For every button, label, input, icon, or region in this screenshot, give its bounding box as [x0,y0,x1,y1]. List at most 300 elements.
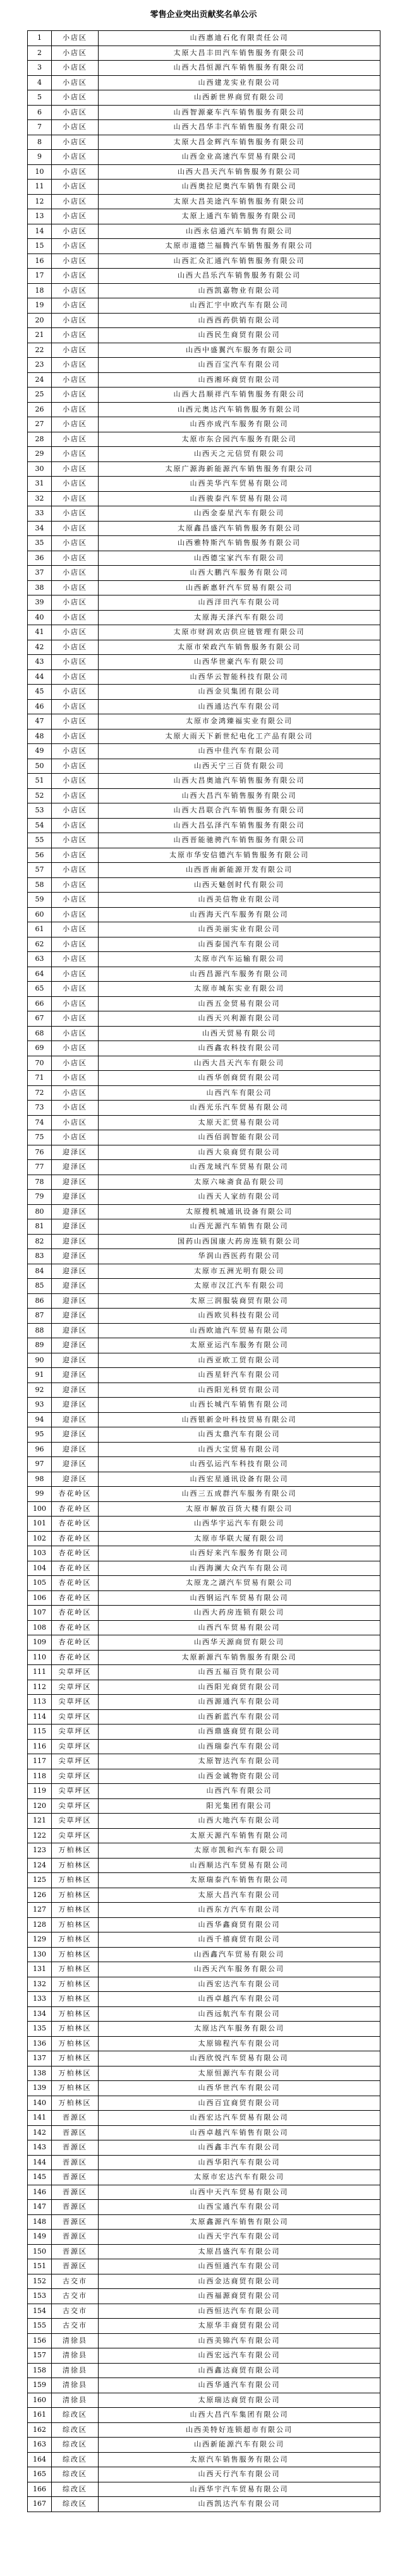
table-row [28,447,380,462]
row-number: 101 [28,1517,52,1532]
district-cell: 小店区 [52,595,99,611]
district-cell: 小店区 [52,180,99,195]
row-number: 162 [28,2422,52,2438]
row-number: 82 [28,1234,52,1249]
table-row [28,1309,380,1324]
table-row [28,1784,380,1799]
row-number: 25 [28,388,52,403]
company-name-cell: 太原天汇贸易有限公司 [99,1115,380,1130]
table-row [28,2230,380,2245]
table-row [28,2422,380,2438]
table-row [28,1279,380,1294]
district-cell: 尖草坪区 [52,1680,99,1695]
row-number: 31 [28,477,52,492]
row-number: 126 [28,1888,52,1903]
company-name-cell: 山西中佳汽车有限公司 [99,744,380,759]
row-number: 13 [28,209,52,224]
row-number: 97 [28,1457,52,1472]
row-number: 24 [28,372,52,388]
row-number: 116 [28,1739,52,1754]
district-cell: 尖草坪区 [52,1709,99,1724]
row-number: 72 [28,1085,52,1101]
district-cell: 小店区 [52,996,99,1011]
row-number: 48 [28,729,52,744]
company-name-cell: 山西新能源汽车有限公司 [99,2438,380,2453]
row-number: 74 [28,1115,52,1130]
row-number: 93 [28,1398,52,1413]
table-row [28,1190,380,1205]
row-number: 166 [28,2482,52,2497]
company-name-cell: 山西通达汽车有限公司 [99,699,380,714]
row-number: 159 [28,2378,52,2393]
table-row [28,402,380,417]
row-number: 150 [28,2244,52,2259]
row-number: 112 [28,1680,52,1695]
row-number: 129 [28,1932,52,1948]
table-row [28,729,380,744]
district-cell: 小店区 [52,402,99,417]
company-name-cell: 山西阳光科贸有限公司 [99,1383,380,1398]
row-number: 105 [28,1576,52,1591]
table-row [28,461,380,477]
table-row [28,1709,380,1724]
company-name-cell: 山西龙域汽车贸易有限公司 [99,1160,380,1175]
district-cell: 迎泽区 [52,1457,99,1472]
row-number: 8 [28,135,52,150]
table-row [28,669,380,685]
table-row [28,2155,380,2170]
table-row [28,75,380,90]
row-number: 138 [28,2066,52,2081]
company-name-cell: 山西华鑫商贸有限公司 [99,1917,380,1932]
district-cell: 万柏林区 [52,2051,99,2066]
company-name-cell: 山西民生商贸有限公司 [99,328,380,343]
company-name-cell: 太原市荣政汽车销售服务有限公司 [99,640,380,655]
table-row [28,1977,380,1992]
table-row [28,224,380,239]
table-row [28,1590,380,1606]
company-name-cell: 山西五金贸易有限公司 [99,996,380,1011]
district-cell: 迎泽区 [52,1427,99,1443]
table-row [28,1071,380,1086]
table-row [28,2274,380,2289]
row-number: 146 [28,2185,52,2200]
table-row [28,1338,380,1353]
table-row [28,135,380,150]
table-row [28,269,380,284]
row-number: 87 [28,1309,52,1324]
table-row [28,818,380,833]
row-number: 163 [28,2438,52,2453]
table-row [28,180,380,195]
district-cell: 迎泽区 [52,1472,99,1487]
district-cell: 迎泽区 [52,1190,99,1205]
district-cell: 小店区 [52,372,99,388]
district-cell: 小店区 [52,1101,99,1116]
district-cell: 万柏林区 [52,1843,99,1859]
row-number: 127 [28,1903,52,1918]
company-name-cell: 太原大昌汽车有限公司 [99,1888,380,1903]
table-row [28,2125,380,2140]
company-name-cell: 山西汇众汇通汽车销售服务有限公司 [99,253,380,269]
row-number: 19 [28,298,52,314]
company-name-cell: 山西中天汽车贸易有限公司 [99,2185,380,2200]
district-cell: 杏花岭区 [52,1561,99,1576]
district-cell: 小店区 [52,893,99,908]
table-row [28,2051,380,2066]
table-row [28,744,380,759]
table-row [28,2022,380,2037]
company-name-cell: 山西东方汽车有限公司 [99,1903,380,1918]
table-row [28,2482,380,2497]
table-row [28,536,380,551]
district-cell: 尖草坪区 [52,1828,99,1843]
district-cell: 小店区 [52,818,99,833]
row-number: 60 [28,907,52,922]
company-name-cell: 山西弘运汽车科技有限公司 [99,1457,380,1472]
table-row [28,1219,380,1235]
row-number: 109 [28,1635,52,1651]
table-row [28,1487,380,1502]
row-number: 5 [28,90,52,106]
district-cell: 杏花岭区 [52,1576,99,1591]
table-row [28,1843,380,1859]
company-name-cell: 山西天汽车服务有限公司 [99,1962,380,1977]
district-cell: 万柏林区 [52,2096,99,2111]
company-name-cell: 山西银新金叶科技贸易有限公司 [99,1412,380,1427]
company-name-cell: 山西欣悦汽车贸易有限公司 [99,2051,380,2066]
district-cell: 小店区 [52,655,99,670]
row-number: 34 [28,521,52,536]
table-row [28,1412,380,1427]
district-cell: 综改区 [52,2467,99,2482]
table-row [28,1635,380,1651]
company-name-cell: 山西大泉商贸有限公司 [99,1145,380,1160]
district-cell: 迎泽区 [52,1249,99,1264]
row-number: 91 [28,1368,52,1383]
district-cell: 迎泽区 [52,1204,99,1219]
company-name-cell: 山西光源汽车销售有限公司 [99,1219,380,1235]
company-name-cell: 华润山西医药有限公司 [99,1249,380,1264]
table-row [28,1606,380,1621]
row-number: 110 [28,1650,52,1665]
company-name-cell: 太原海天泽汽车有限公司 [99,610,380,625]
company-name-cell: 太原锦程汽车有限公司 [99,2036,380,2051]
table-row [28,313,380,328]
table-row [28,1130,380,1145]
district-cell: 清徐县 [52,2393,99,2408]
district-cell: 小店区 [52,922,99,937]
district-cell: 小店区 [52,685,99,700]
row-number: 6 [28,105,52,120]
district-cell: 综改区 [52,2482,99,2497]
table-row [28,1323,380,1338]
company-name-cell: 山西天宇汽车有限公司 [99,2230,380,2245]
table-row [28,714,380,729]
table-row [28,388,380,403]
row-number: 70 [28,1056,52,1071]
district-cell: 迎泽区 [52,1309,99,1324]
row-number: 68 [28,1026,52,1041]
district-cell: 万柏林区 [52,1858,99,1873]
row-number: 77 [28,1160,52,1175]
table-row [28,625,380,640]
table-row [28,551,380,566]
company-name-cell: 太原瑞达商贸有限公司 [99,2393,380,2408]
table-row [28,491,380,506]
row-number: 80 [28,1204,52,1219]
table-row [28,1650,380,1665]
row-number: 83 [28,1249,52,1264]
district-cell: 综改区 [52,2422,99,2438]
district-cell: 小店区 [52,1026,99,1041]
district-cell: 小店区 [52,239,99,254]
company-name-cell: 山西美丽实业有限公司 [99,922,380,937]
table-row [28,1680,380,1695]
row-number: 66 [28,996,52,1011]
row-number: 84 [28,1264,52,1279]
table-row [28,803,380,819]
company-name-cell: 山西新惠轩汽车贸易有限公司 [99,580,380,595]
company-name-cell: 山西晋能驰骋汽车销售服务有限公司 [99,833,380,848]
district-cell: 尖草坪区 [52,1754,99,1769]
company-name-cell: 山西金诚物资有限公司 [99,1769,380,1784]
district-cell: 清徐县 [52,2363,99,2378]
row-number: 104 [28,1561,52,1576]
row-number: 65 [28,982,52,997]
company-name-cell: 山西鑫汽车贸易有限公司 [99,1947,380,1962]
district-cell: 尖草坪区 [52,1798,99,1814]
district-cell: 杏花岭区 [52,1517,99,1532]
company-name-cell: 山西天兴利源有限公司 [99,1011,380,1027]
district-cell: 小店区 [52,194,99,209]
company-name-cell: 太原大雨天下新世纪电化工产品有限公司 [99,729,380,744]
district-cell: 小店区 [52,803,99,819]
district-cell: 小店区 [52,566,99,581]
company-name-cell: 太原市解放百货大楼有限公司 [99,1501,380,1517]
row-number: 55 [28,833,52,848]
district-cell: 杏花岭区 [52,1590,99,1606]
company-name-cell: 山西佰润智能有限公司 [99,1130,380,1145]
company-name-cell: 山西宏星通讯设备有限公司 [99,1472,380,1487]
table-row [28,2066,380,2081]
company-name-cell: 山西洋田汽车有限公司 [99,595,380,611]
district-cell: 小店区 [52,907,99,922]
district-cell: 尖草坪区 [52,1695,99,1710]
table-row [28,432,380,447]
district-cell: 清徐县 [52,2378,99,2393]
company-name-cell: 太原龙之湖汽车贸易有限公司 [99,1576,380,1591]
district-cell: 小店区 [52,105,99,120]
row-number: 58 [28,877,52,893]
district-cell: 小店区 [52,744,99,759]
row-number: 38 [28,580,52,595]
company-name-cell: 山西鑫丰汽车有限公司 [99,2140,380,2156]
company-name-cell: 山西恒达汽车有限公司 [99,2304,380,2319]
row-number: 115 [28,1724,52,1740]
company-name-cell: 阳光集团有限公司 [99,1798,380,1814]
district-cell: 晋源区 [52,2259,99,2274]
district-cell: 小店区 [52,224,99,239]
district-cell: 晋源区 [52,2200,99,2215]
row-number: 139 [28,2081,52,2096]
company-name-cell: 山西大昌弘泽汽车销售服务有限公司 [99,818,380,833]
table-row [28,2140,380,2156]
company-name-cell: 山西德宝家汽车有限公司 [99,551,380,566]
table-row [28,1858,380,1873]
row-number: 144 [28,2155,52,2170]
table-row [28,655,380,670]
company-name-cell: 太原大昌美途汽车销售服务有限公司 [99,194,380,209]
company-name-cell: 山西福源商贸有限公司 [99,2289,380,2304]
district-cell: 小店区 [52,209,99,224]
table-row [28,150,380,165]
table-row [28,1517,380,1532]
company-name-cell: 太原市金鸿臻福实业有限公司 [99,714,380,729]
table-row [28,46,380,61]
table-row [28,1695,380,1710]
district-cell: 小店区 [52,491,99,506]
table-row [28,2363,380,2378]
table-row [28,164,380,180]
company-name-cell: 太原瑞泰汽车销售有限公司 [99,1873,380,1888]
company-name-cell: 山西大昌华丰汽车销售服务有限公司 [99,120,380,135]
district-cell: 小店区 [52,313,99,328]
district-cell: 小店区 [52,952,99,967]
row-number: 142 [28,2125,52,2140]
table-row [28,2452,380,2467]
district-cell: 晋源区 [52,2170,99,2185]
company-name-cell: 山西华通汽车有限公司 [99,2378,380,2393]
company-name-cell: 太原三润服装商贸有限公司 [99,1293,380,1309]
district-cell: 尖草坪区 [52,1784,99,1799]
company-name-cell: 山西好来汽车服务有限公司 [99,1546,380,1561]
row-number: 44 [28,669,52,685]
table-row [28,1085,380,1101]
district-cell: 综改区 [52,2438,99,2453]
award-list-body [28,31,380,2512]
row-number: 161 [28,2408,52,2423]
table-row [28,893,380,908]
company-name-cell: 山西大昌顺祥汽车销售服务有限公司 [99,388,380,403]
company-name-cell: 山西华世豪汽车有限公司 [99,655,380,670]
table-row [28,2111,380,2126]
table-row [28,685,380,700]
company-name-cell: 山西大鹏汽车服务有限公司 [99,566,380,581]
table-row [28,699,380,714]
district-cell: 综改区 [52,2497,99,2512]
row-number: 136 [28,2036,52,2051]
district-cell: 迎泽区 [52,1353,99,1368]
district-cell: 小店区 [52,1071,99,1086]
table-row [28,1472,380,1487]
row-number: 14 [28,224,52,239]
table-row [28,848,380,863]
row-number: 57 [28,863,52,878]
row-number: 36 [28,551,52,566]
company-name-cell: 太原市汽车运输有限公司 [99,952,380,967]
table-row [28,1576,380,1591]
row-number: 73 [28,1101,52,1116]
district-cell: 杏花岭区 [52,1650,99,1665]
table-row [28,2006,380,2022]
district-cell: 杏花岭区 [52,1487,99,1502]
table-row [28,2467,380,2482]
table-row [28,2081,380,2096]
table-row [28,759,380,774]
company-name-cell: 太原达汽车服务有限公司 [99,2022,380,2037]
company-name-cell: 太原华丰商贸有限公司 [99,2319,380,2334]
district-cell: 小店区 [52,90,99,106]
row-number: 46 [28,699,52,714]
district-cell: 小店区 [52,417,99,432]
table-row [28,239,380,254]
district-cell: 迎泽区 [52,1219,99,1235]
company-name-cell: 山西湘环商贸有限公司 [99,372,380,388]
company-name-cell: 太原天源汽车销售有限公司 [99,1828,380,1843]
row-number: 52 [28,788,52,803]
district-cell: 迎泽区 [52,1323,99,1338]
company-name-cell: 山西宝通汽车有限公司 [99,2200,380,2215]
company-name-cell: 山西华云智能科技有限公司 [99,669,380,685]
table-row [28,580,380,595]
row-number: 117 [28,1754,52,1769]
row-number: 133 [28,1992,52,2007]
district-cell: 小店区 [52,477,99,492]
company-name-cell: 山西汽车有限公司 [99,1085,380,1101]
row-number: 42 [28,640,52,655]
company-name-cell: 山西天之元信贸有限公司 [99,447,380,462]
table-row [28,1620,380,1635]
company-name-cell: 山西卓越汽车有限公司 [99,1992,380,2007]
company-name-cell: 山西泰国汽车有限公司 [99,937,380,952]
row-number: 16 [28,253,52,269]
table-row [28,506,380,522]
district-cell: 杏花岭区 [52,1606,99,1621]
table-row [28,877,380,893]
table-row [28,90,380,106]
company-name-cell: 太原市汉江汽车有限公司 [99,1279,380,1294]
company-name-cell: 山西宏达汽车有限公司 [99,1977,380,1992]
row-number: 28 [28,432,52,447]
row-number: 96 [28,1442,52,1457]
table-row [28,1442,380,1457]
company-name-cell: 山西智源豪车汽车销售服务有限公司 [99,105,380,120]
district-cell: 综改区 [52,2452,99,2467]
company-name-cell: 山西汽车有限公司 [99,1784,380,1799]
district-cell: 小店区 [52,536,99,551]
table-row [28,2304,380,2319]
company-name-cell: 山西五福百货有限公司 [99,1665,380,1680]
table-row [28,105,380,120]
table-row [28,1056,380,1071]
row-number: 153 [28,2289,52,2304]
company-name-cell: 太原市五洲光明有限公司 [99,1264,380,1279]
row-number: 69 [28,1041,52,1056]
company-name-cell: 山西大昌汽车销售服务有限公司 [99,788,380,803]
company-name-cell: 山西永信通汽车销售有限公司 [99,224,380,239]
table-row [28,1917,380,1932]
company-name-cell: 山西远航汽车有限公司 [99,2006,380,2022]
row-number: 76 [28,1145,52,1160]
company-name-cell: 山西金业高速汽车贸易有限公司 [99,150,380,165]
table-row [28,996,380,1011]
table-row [28,1175,380,1190]
district-cell: 小店区 [52,729,99,744]
district-cell: 杏花岭区 [52,1620,99,1635]
row-number: 99 [28,1487,52,1502]
district-cell: 小店区 [52,714,99,729]
